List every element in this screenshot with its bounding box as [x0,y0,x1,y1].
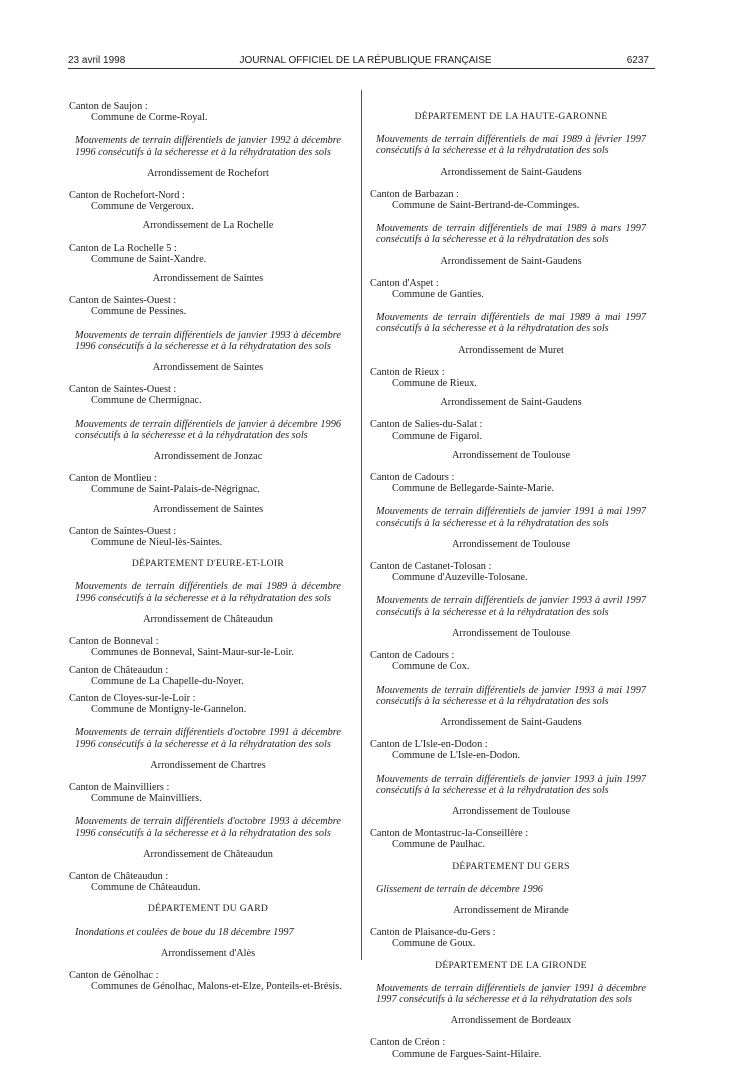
movement-heading: Mouvements de terrain différentiels de janvier 1993 à avril 1997 consécutifs à la sécheresse et à la réhydratation des sols [376,595,646,618]
arrondissement-heading: Arrondissement de Toulouse [451,805,571,817]
commune-line: Commune de Chermignac. [91,395,202,407]
arrondissement-heading: Arrondissement de Chartres [150,759,266,771]
header-journal-title: JOURNAL OFFICIEL DE LA RÉPUBLIQUE FRANÇAISE [239,55,492,66]
commune-line: Commune de Cox. [392,661,470,673]
movement-heading: Mouvements de terrain différentiels de janvier 1993 à juin 1997 consécutifs à la sécheresse et à la réhydratation des sols [376,773,646,796]
arrondissement-heading: Arrondissement d'Alès [160,947,256,959]
canton-line: Canton de Plaisance-du-Gers : [370,927,496,939]
department-heading: DÉPARTEMENT D'EURE-ET-LOIR [131,558,285,570]
arrondissement-heading: Arrondissement de Saintes [152,273,264,285]
left-column [69,101,347,998]
canton-line: Canton de Saujon : [69,101,148,112]
canton-line: Canton de Rochefort-Nord : [69,190,185,202]
movement-heading: Mouvements de terrain différentiels de janvier 1991 à mai 1997 consécutifs à la sécheresse et à la réhydratation des sols [376,506,646,529]
arrondissement-heading: Arrondissement de Toulouse [451,538,571,550]
arrondissement-heading: Arrondissement de Mirande [453,904,569,916]
canton-line: Canton de La Rochelle 5 : [69,242,177,254]
commune-line: Commune de Nieul-lès-Saintes. [91,537,223,549]
canton-line: Canton de Cadours : [370,472,455,484]
canton-line: Canton de Créon : [370,1037,446,1049]
arrondissement-heading: Arrondissement de Saint-Gaudens [440,397,582,409]
commune-line: Commune de Pessines. [91,306,187,318]
header-rule [68,68,655,69]
canton-line: Canton de Castanet-Tolosan : [370,561,492,573]
canton-line: Canton de Bonneval : [69,636,159,648]
arrondissement-heading: Arrondissement de Saint-Gaudens [440,255,582,267]
movement-heading: Mouvements de terrain différentiels de mai 1989 à décembre 1996 consécutifs à la sécheresse et à la réhydratation des sols [75,581,341,604]
canton-line: Canton de Châteaudun : [69,664,169,676]
commune-line: Commune de Saint-Xandre. [91,253,207,265]
commune-line: Commune de Saint-Bertrand-de-Comminges. [392,200,580,212]
movement-heading: Mouvements de terrain différentiels de mai 1989 à mars 1997 consécutifs à la sécheresse et à la réhydratation des sols [376,223,646,246]
page-header [0,52,731,68]
commune-line: Commune de Figarol. [392,430,483,442]
movement-heading: Mouvements de terrain différentiels d'octobre 1991 à décembre 1996 consécutifs à la sécheresse et à la réhydratation des sols [75,727,341,750]
commune-line: Commune de Bellegarde-Sainte-Marie. [392,483,555,495]
commune-line: Commune de Ganties. [392,289,484,301]
commune-line: Communes de Génolhac, Malons-et-Elze, Ponteils-et-Brésis. [91,981,342,993]
canton-line: Canton de L'Isle-en-Dodon : [370,739,488,751]
canton-line: Canton de Cloyes-sur-le-Loir : [69,692,196,704]
arrondissement-heading: Arrondissement de Bordeaux [450,1015,572,1027]
commune-line: Communes de Bonneval, Saint-Maur-sur-le-Loir. [91,647,294,659]
commune-line: Commune de Paulhac. [392,839,485,851]
commune-line: Commune de La Chapelle-du-Noyer. [91,675,244,687]
canton-line: Canton de Montastruc-la-Conseillère : [370,828,529,840]
movement-heading: Mouvements de terrain différentiels d'octobre 1993 à décembre 1996 consécutifs à la sécheresse et à la réhydratation des sols [75,816,341,839]
header-date: 23 avril 1998 [68,55,126,66]
movement-heading: Mouvements de terrain différentiels de janvier 1993 à décembre 1996 consécutifs à la sécheresse et à la réhydratation des sols [75,329,341,352]
canton-line: Canton de Cadours : [370,650,455,662]
movement-heading: Mouvements de terrain différentiels de janvier à décembre 1996 consécutifs à la sécheresse et à la réhydratation des sols [75,418,341,441]
movement-heading: Glissement de terrain de décembre 1996 [376,883,543,895]
canton-line: Canton de Mainvilliers : [69,781,170,793]
arrondissement-heading: Arrondissement de Saint-Gaudens [440,716,582,728]
commune-line: Commune de Vergeroux. [91,201,194,213]
commune-line: Commune d'Auzeville-Tolosane. [392,572,528,584]
commune-line: Commune de Châteaudun. [91,882,201,894]
commune-line: Commune de Mainvilliers. [91,793,202,805]
canton-line: Canton de Salies-du-Salat : [370,419,483,431]
commune-line: Commune de Goux. [392,938,476,950]
arrondissement-heading: Arrondissement de Jonzac [153,451,263,463]
movement-heading: Mouvements de terrain différentiels de mai 1989 à février 1997 consécutifs à la sécheresse et à la réhydratation des sols [376,134,646,157]
arrondissement-heading: Arrondissement de La Rochelle [142,220,274,232]
canton-line: Canton de Rieux : [370,366,445,378]
canton-line: Canton de Saintes-Ouest : [69,525,177,537]
canton-line: Canton de Montlieu : [69,473,157,485]
department-heading: DÉPARTEMENT DE LA GIRONDE [435,959,587,971]
movement-heading: Mouvements de terrain différentiels de janvier 1991 à décembre 1997 consécutifs à la sécheresse et à la réhydratation des sols [376,982,646,1005]
commune-line: Commune de Saint-Palais-de-Négrignac. [91,484,260,496]
arrondissement-heading: Arrondissement de Châteaudun [143,848,273,860]
movement-heading: Mouvements de terrain différentiels de janvier 1992 à décembre 1996 consécutifs à la sécheresse et à la réhydratation des sols [75,135,341,158]
commune-line: Commune de Montigny-le-Gannelon. [91,704,247,716]
arrondissement-heading: Arrondissement de Muret [458,344,564,356]
canton-line: Canton de Génolhac : [69,969,159,981]
commune-line: Commune de Corme-Royal. [91,112,208,124]
column-divider [361,90,362,960]
arrondissement-heading: Arrondissement de Saint-Gaudens [440,166,582,178]
department-heading: DÉPARTEMENT DU GERS [452,860,570,872]
canton-line: Canton de Châteaudun : [69,870,169,882]
header-page-number: 6237 [626,55,649,66]
arrondissement-heading: Arrondissement de Toulouse [451,449,571,461]
canton-line: Canton d'Aspet : [370,277,439,289]
canton-line: Canton de Saintes-Ouest : [69,295,177,307]
arrondissement-heading: Arrondissement de Toulouse [451,627,571,639]
canton-line: Canton de Barbazan : [370,188,459,200]
department-heading: DÉPARTEMENT DE LA HAUTE-GARONNE [414,111,608,122]
movement-heading: Inondations et coulées de boue du 18 décembre 1997 [75,926,294,938]
right-column [370,101,652,1066]
canton-line: Canton de Saintes-Ouest : [69,384,177,396]
commune-line: Commune de Fargues-Saint-Hilaire. [392,1048,542,1060]
movement-heading: Mouvements de terrain différentiels de janvier 1993 à mai 1997 consécutifs à la sécheresse et à la réhydratation des sols [376,684,646,707]
department-heading: DÉPARTEMENT DU GARD [147,903,269,915]
arrondissement-heading: Arrondissement de Saintes [152,503,264,515]
movement-heading: Mouvements de terrain différentiels de mai 1989 à mai 1997 consécutifs à la sécheresse et à la réhydratation des sols [376,312,646,335]
commune-line: Commune de L'Isle-en-Dodon. [392,750,520,762]
commune-line: Commune de Rieux. [392,378,477,390]
arrondissement-heading: Arrondissement de Rochefort [147,167,269,179]
arrondissement-heading: Arrondissement de Saintes [152,362,264,374]
arrondissement-heading: Arrondissement de Châteaudun [143,613,273,625]
